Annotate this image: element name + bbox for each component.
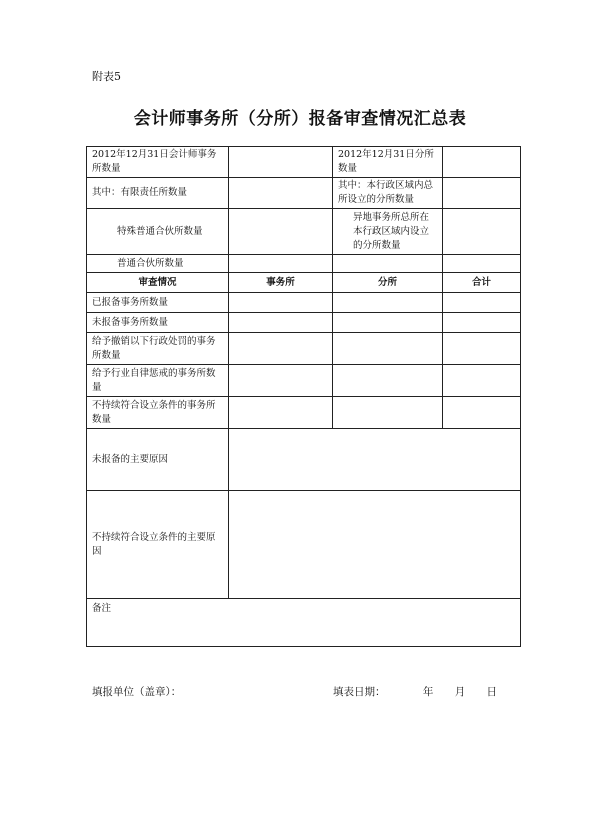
review-row-unreported	[87, 313, 521, 333]
branches-other-label: 异地事务所总所在本行政区域内设立的分所数量	[333, 209, 443, 255]
review-header-total: 合计	[443, 273, 521, 293]
appendix-label: 附表5	[92, 70, 121, 83]
review-total-cell[interactable]	[443, 397, 521, 429]
special-partnership-label: 特殊普通合伙所数量	[87, 209, 229, 255]
special-partnership-value[interactable]	[229, 209, 333, 255]
review-firms-cell[interactable]	[229, 397, 333, 429]
form-title: 会计师事务所（分所）报备审查情况汇总表	[133, 109, 467, 129]
filing-date	[333, 684, 497, 699]
review-branches-cell[interactable]	[333, 365, 443, 397]
general-partnership-value[interactable]	[229, 255, 333, 273]
review-total-cell[interactable]	[443, 333, 521, 365]
unreported-reason-label: 未报备的主要原因	[87, 429, 229, 491]
remarks-row	[87, 599, 521, 647]
remarks-field[interactable]	[87, 599, 521, 647]
empty-cell	[333, 255, 443, 273]
general-partnership-label: 普通合伙所数量	[87, 255, 229, 273]
branches-local-value[interactable]	[443, 178, 521, 209]
branches-count-label: 2012年12月31日分所数量	[333, 147, 443, 178]
firms-count-row	[87, 147, 521, 178]
noncompliant-reason-row	[87, 491, 521, 599]
review-branches-cell[interactable]	[333, 397, 443, 429]
review-firms-cell[interactable]	[229, 365, 333, 397]
filing-date-label: 填表日期：	[333, 686, 386, 698]
firms-count-value[interactable]	[229, 147, 333, 178]
review-row-label: 不持续符合设立条件的事务所数量	[87, 397, 229, 429]
review-firms-cell[interactable]	[229, 313, 333, 333]
summary-form-table	[86, 146, 521, 647]
llc-count-label: 其中：有限责任所数量	[87, 178, 229, 209]
review-branches-cell[interactable]	[333, 333, 443, 365]
review-total-cell[interactable]	[443, 293, 521, 313]
review-row-label: 未报备事务所数量	[87, 313, 229, 333]
review-header-status: 审查情况	[87, 273, 229, 293]
review-header-firms: 事务所	[229, 273, 333, 293]
unreported-reason-field[interactable]	[229, 429, 521, 491]
firms-count-label: 2012年12月31日会计师事务所数量	[87, 147, 229, 178]
review-header-row	[87, 273, 521, 293]
review-branches-cell[interactable]	[333, 313, 443, 333]
llc-row	[87, 178, 521, 209]
review-row-label: 已报备事务所数量	[87, 293, 229, 313]
review-row-disciplined	[87, 365, 521, 397]
branches-count-value[interactable]	[443, 147, 521, 178]
general-partnership-row	[87, 255, 521, 273]
year-label: 年	[422, 686, 434, 698]
branches-local-label: 其中：本行政区域内总所设立的分所数量	[333, 178, 443, 209]
month-label: 月	[454, 686, 466, 698]
review-row-label: 给予撤销以下行政处罚的事务所数量	[87, 333, 229, 365]
noncompliant-reason-label: 不持续符合设立条件的主要原因	[87, 491, 229, 599]
review-branches-cell[interactable]	[333, 293, 443, 313]
empty-cell	[443, 255, 521, 273]
review-row-penalized	[87, 333, 521, 365]
review-total-cell[interactable]	[443, 313, 521, 333]
noncompliant-reason-field[interactable]	[229, 491, 521, 599]
review-row-reported	[87, 293, 521, 313]
review-total-cell[interactable]	[443, 365, 521, 397]
review-firms-cell[interactable]	[229, 333, 333, 365]
llc-count-value[interactable]	[229, 178, 333, 209]
day-label: 日	[486, 686, 498, 698]
review-row-label: 给予行业自律惩戒的事务所数量	[87, 365, 229, 397]
remarks-label: 备注	[92, 603, 112, 614]
review-header-branches: 分所	[333, 273, 443, 293]
review-row-noncompliant	[87, 397, 521, 429]
filing-unit-label: 填报单位（盖章）：	[92, 686, 182, 698]
special-partnership-row	[87, 209, 521, 255]
review-firms-cell[interactable]	[229, 293, 333, 313]
unreported-reason-row	[87, 429, 521, 491]
branches-other-value[interactable]	[443, 209, 521, 255]
